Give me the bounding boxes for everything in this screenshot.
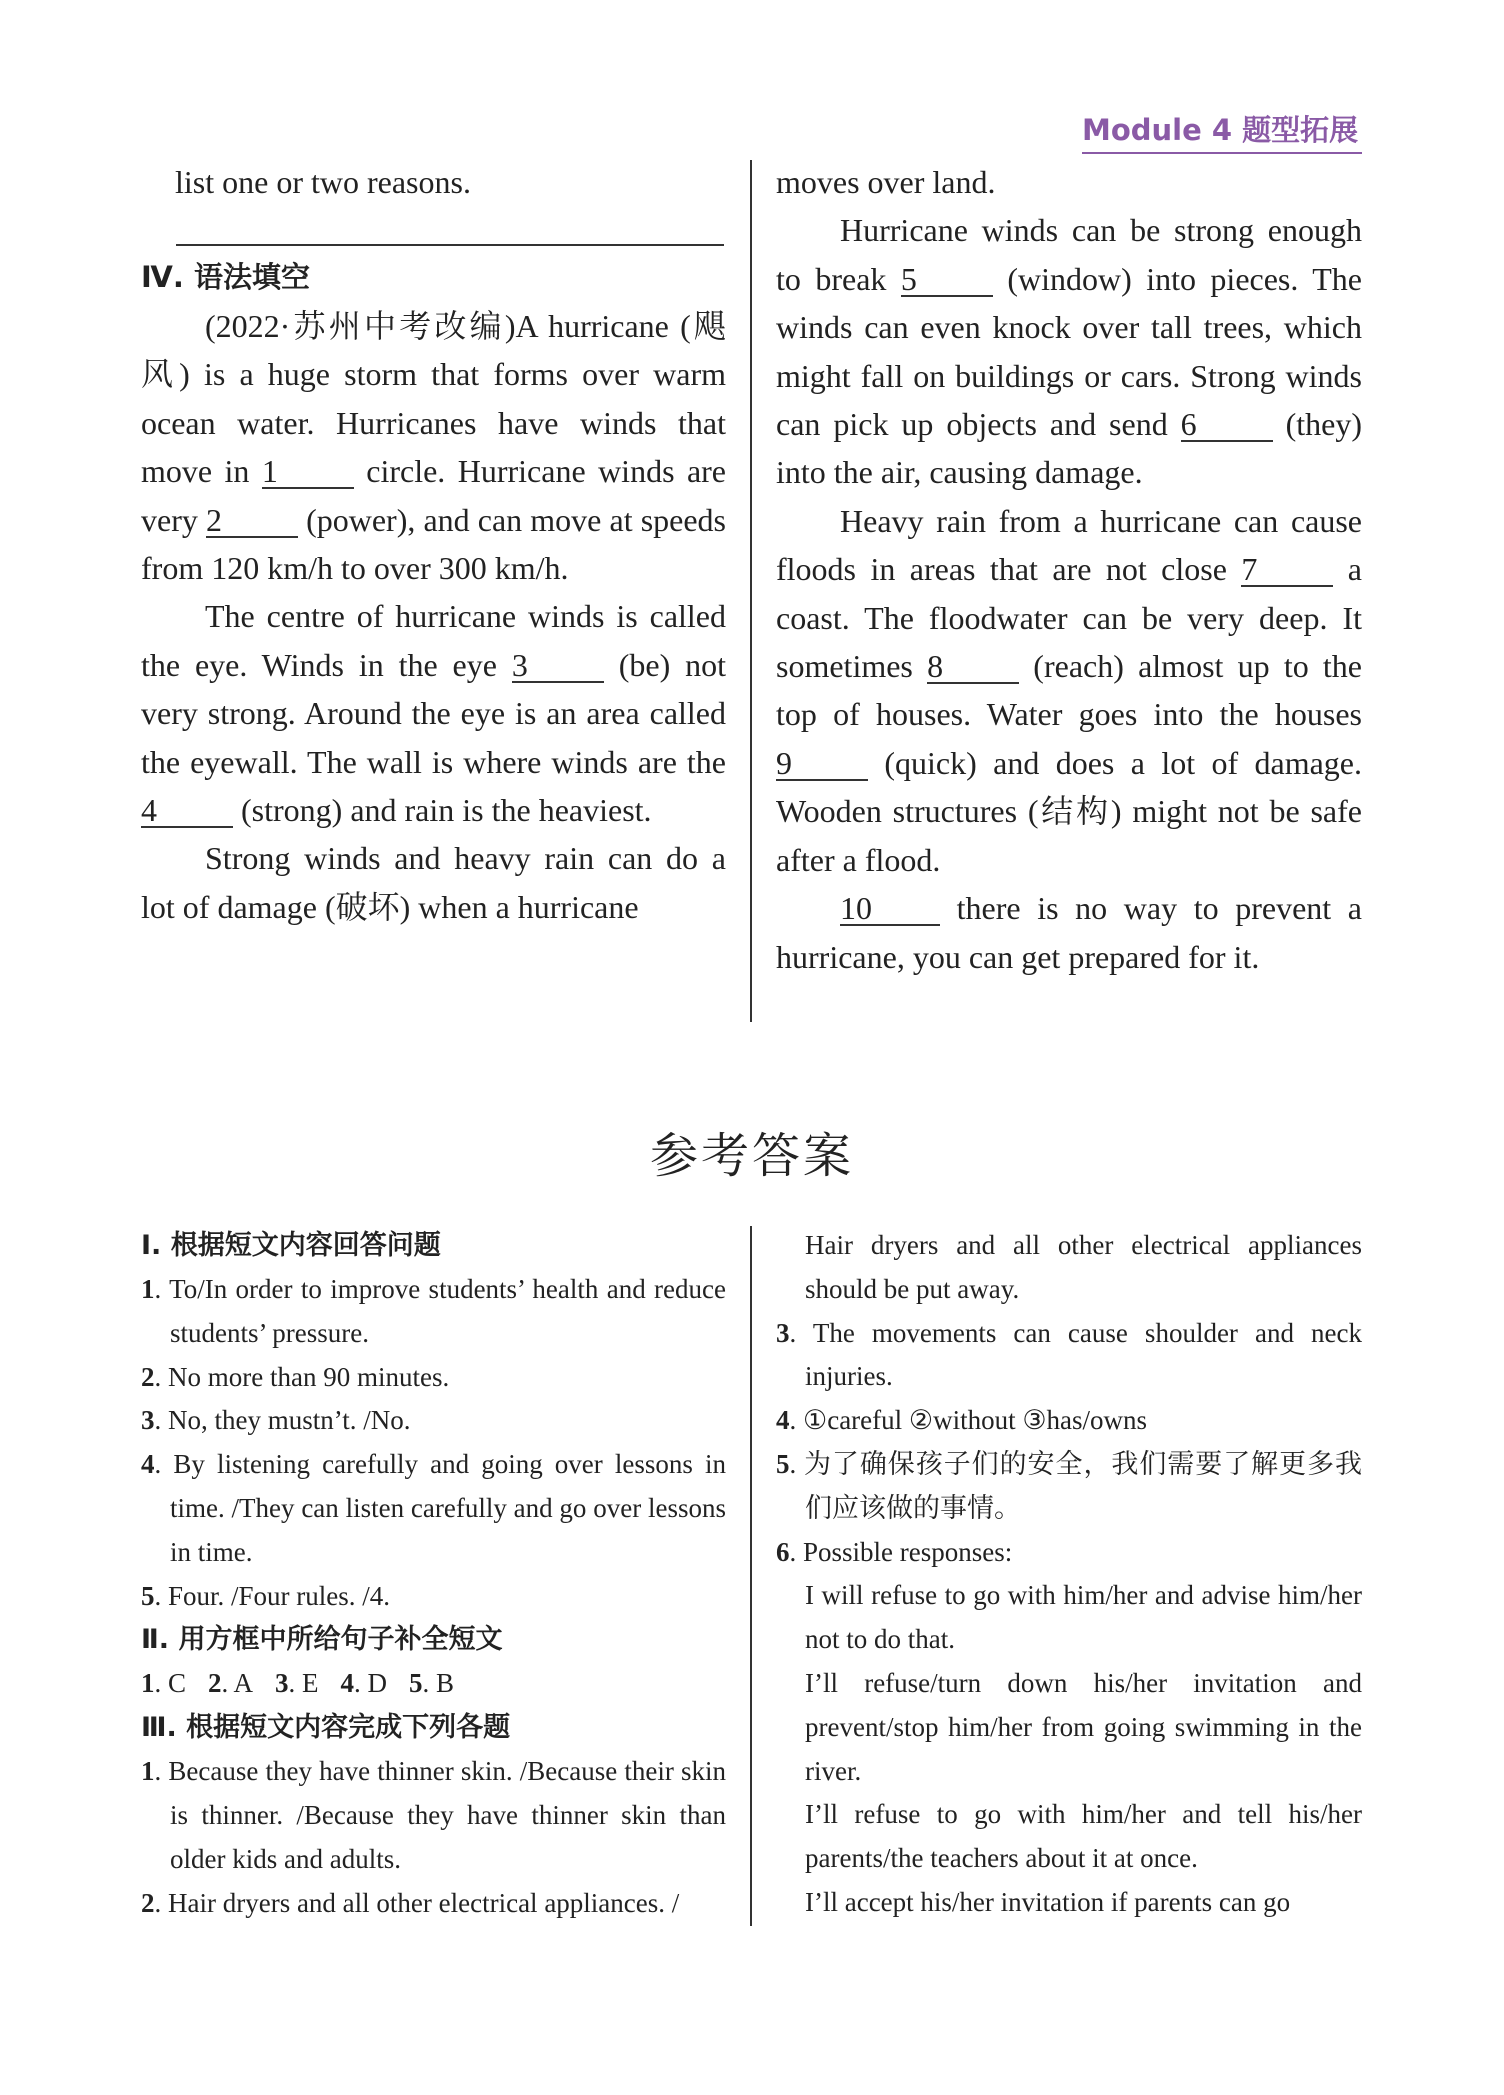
passage-paragraph xyxy=(776,206,1362,496)
column-divider-top xyxy=(750,160,752,1022)
right-paragraphs xyxy=(776,158,1362,981)
answer-text: . ①careful ②without ③has/owns xyxy=(789,1405,1148,1436)
passage-left-body xyxy=(141,254,726,931)
choice-answer xyxy=(275,1668,319,1698)
answer-number: 5 xyxy=(409,1668,423,1699)
answer-item xyxy=(141,1356,726,1400)
passage-text: there is no way to prevent a hurricane, you can get prepared for it. xyxy=(776,890,1362,975)
answer-section-1-title: Ⅰ. 根据短文内容回答问题 xyxy=(141,1230,441,1261)
answer-text: . The movements can cause shoulder and neck injuries. xyxy=(789,1317,1362,1392)
passage-text: (quick) and does a lot of damage. Wooden structures (结构) might not be safe after a flood. xyxy=(776,744,1362,878)
possible-response: I’ll refuse/turn down his/her invitation and prevent/stop him/her from going swimming in the river. xyxy=(805,1667,1362,1786)
answer-text: . No more than 90 minutes. xyxy=(154,1361,450,1392)
passage-text: Strong winds and heavy rain can do a lot of damage (破坏) when a hurricane xyxy=(141,840,726,925)
answer-item xyxy=(141,1443,726,1574)
passage-paragraph xyxy=(141,592,726,834)
answer-number: 2 xyxy=(208,1668,222,1699)
answer-carry-text: Hair dryers and all other electrical appliances should be put away. xyxy=(805,1230,1362,1304)
answer-text: . B xyxy=(422,1668,455,1699)
separator-line xyxy=(176,244,724,246)
passage-text: Hurricane winds can be strong enough to break xyxy=(776,212,1362,297)
passage-right-column xyxy=(776,158,1362,981)
answer-right-items xyxy=(776,1312,1362,1575)
section-title-grammar: Ⅳ. 语法填空 xyxy=(141,260,310,294)
answer-text: . Hair dryers and all other electrical appliances. / xyxy=(154,1887,680,1918)
answer-text: . E xyxy=(288,1668,319,1699)
blank-3: 3 xyxy=(512,649,604,683)
passage-text: moves over land. xyxy=(776,164,996,200)
blank-10: 10 xyxy=(840,892,940,926)
possible-response: I’ll refuse to go with him/her and tell his/her parents/the teachers about it at once. xyxy=(805,1799,1362,1874)
answer-number: 4 xyxy=(141,1449,155,1480)
passage-paragraph xyxy=(776,884,1362,981)
blank-9: 9 xyxy=(776,747,868,781)
passage-text: (be) not very strong. Around the eye is an area called the eyewall. The wall is where winds are the xyxy=(141,646,727,780)
passage-paragraph xyxy=(776,497,1362,884)
passage-text: (they) into the air, causing damage. xyxy=(776,406,1363,491)
passage-text: (window) into pieces. The winds can even knock over tall trees, which might fall on buildings or cars. Strong winds can pick up objects and send xyxy=(776,260,1362,443)
answers-left-column xyxy=(141,1224,726,1925)
blank-1: 1 xyxy=(262,455,354,489)
answer-text: . Because they have thinner skin. /Because their skin is thinner. /Because they have thinner skin than older kids and adults. xyxy=(154,1756,726,1874)
answer-item xyxy=(776,1531,1362,1575)
answer-text: . Four. /Four rules. /4. xyxy=(154,1580,391,1611)
blank-2: 2 xyxy=(206,504,298,538)
answer-text: . No, they mustn’t. /No. xyxy=(154,1405,411,1436)
answer-number: 1 xyxy=(141,1668,155,1699)
answer-item xyxy=(776,1312,1362,1400)
answer-number: 6 xyxy=(776,1536,790,1567)
answer-text: . D xyxy=(354,1668,388,1699)
answer-number: 1 xyxy=(141,1756,155,1787)
passage-left-column xyxy=(141,158,726,206)
passage-text: (power), and can move at speeds from 120 km/h to over 300 km/h. xyxy=(141,501,727,587)
blank-8: 8 xyxy=(927,650,1019,684)
possible-response: I will refuse to go with him/her and advise him/her not to do that. xyxy=(805,1580,1362,1655)
blank-7: 7 xyxy=(1241,553,1333,587)
answer-text: . By listening carefully and going over lessons in time. /They can listen carefully and go over lessons in time. xyxy=(154,1449,726,1567)
answer-number: 5 xyxy=(141,1580,155,1611)
choice-answer xyxy=(141,1668,186,1698)
passage-text: The centre of hurricane winds is called the eye. Winds in the eye xyxy=(141,598,726,683)
passage-paragraph xyxy=(141,302,726,592)
passage-text: Heavy rain from a hurricane can cause floods in areas that are not close xyxy=(776,502,1362,588)
left-paragraphs xyxy=(141,302,726,931)
answer-section-1-items xyxy=(141,1268,726,1618)
answer-section-3-items xyxy=(141,1750,726,1925)
passage-paragraph xyxy=(776,158,1362,206)
passage-text: (2022·苏州中考改编)A hurricane (飓风) is a huge storm that forms over warm ocean water. Hurricanes have winds that move in xyxy=(141,308,726,490)
answer-number: 2 xyxy=(141,1361,155,1392)
answer-number: 4 xyxy=(776,1405,790,1436)
answer-section-2-title: Ⅱ. 用方框中所给句子补全短文 xyxy=(141,1624,503,1656)
choice-answer xyxy=(341,1668,388,1698)
passage-text: circle. Hurricane winds are very xyxy=(141,453,726,538)
answer-number: 1 xyxy=(141,1274,155,1304)
possible-response: I’ll accept his/her invitation if parents can go xyxy=(805,1886,1291,1917)
answer-number: 3 xyxy=(141,1405,155,1436)
blank-6: 6 xyxy=(1181,408,1273,442)
blank-4: 4 xyxy=(141,794,233,828)
answer-item xyxy=(141,1268,726,1356)
passage-paragraph xyxy=(141,834,726,931)
answer-item xyxy=(141,1575,726,1619)
answer-item xyxy=(776,1443,1362,1531)
answer-text: . To/In order to improve students’ health and reduce students’ pressure. xyxy=(154,1274,726,1348)
answer-section-3-title: Ⅲ. 根据短文内容完成下列各题 xyxy=(141,1712,511,1744)
answer-text: . A xyxy=(221,1668,254,1699)
carry-line: list one or two reasons. xyxy=(175,164,471,200)
column-divider-bottom xyxy=(750,1226,752,1926)
answer-section-2-items xyxy=(141,1662,726,1706)
answer-number: 5 xyxy=(776,1448,790,1479)
answer-item xyxy=(776,1399,1362,1443)
answer-number: 3 xyxy=(776,1317,790,1348)
answers-title: 参考答案 xyxy=(649,1128,854,1184)
answers-right-column xyxy=(776,1224,1362,1925)
blank-5: 5 xyxy=(901,263,993,297)
answer-text: . 为了确保孩子们的安全，我们需要了解更多我们应该做的事情。 xyxy=(789,1448,1362,1523)
choice-answer xyxy=(208,1668,253,1698)
answer-text: . C xyxy=(154,1668,187,1699)
answer-item xyxy=(141,1882,726,1926)
answer-number: 4 xyxy=(340,1668,355,1699)
answer-text: . Possible responses: xyxy=(789,1536,1013,1567)
answer-item xyxy=(141,1750,726,1881)
answer-number: 3 xyxy=(275,1668,289,1699)
answer-number: 2 xyxy=(141,1887,155,1918)
module-header: Module 4 题型拓展 xyxy=(1082,108,1362,154)
possible-responses xyxy=(776,1574,1362,1924)
choice-answer xyxy=(409,1668,454,1698)
passage-text: (strong) and rain is the heaviest. xyxy=(233,792,652,829)
passage-text: a coast. The floodwater can be very deep. It sometimes xyxy=(776,551,1362,685)
answer-item xyxy=(141,1399,726,1443)
passage-text: (reach) almost up to the top of houses. Water goes into the houses xyxy=(776,648,1363,733)
